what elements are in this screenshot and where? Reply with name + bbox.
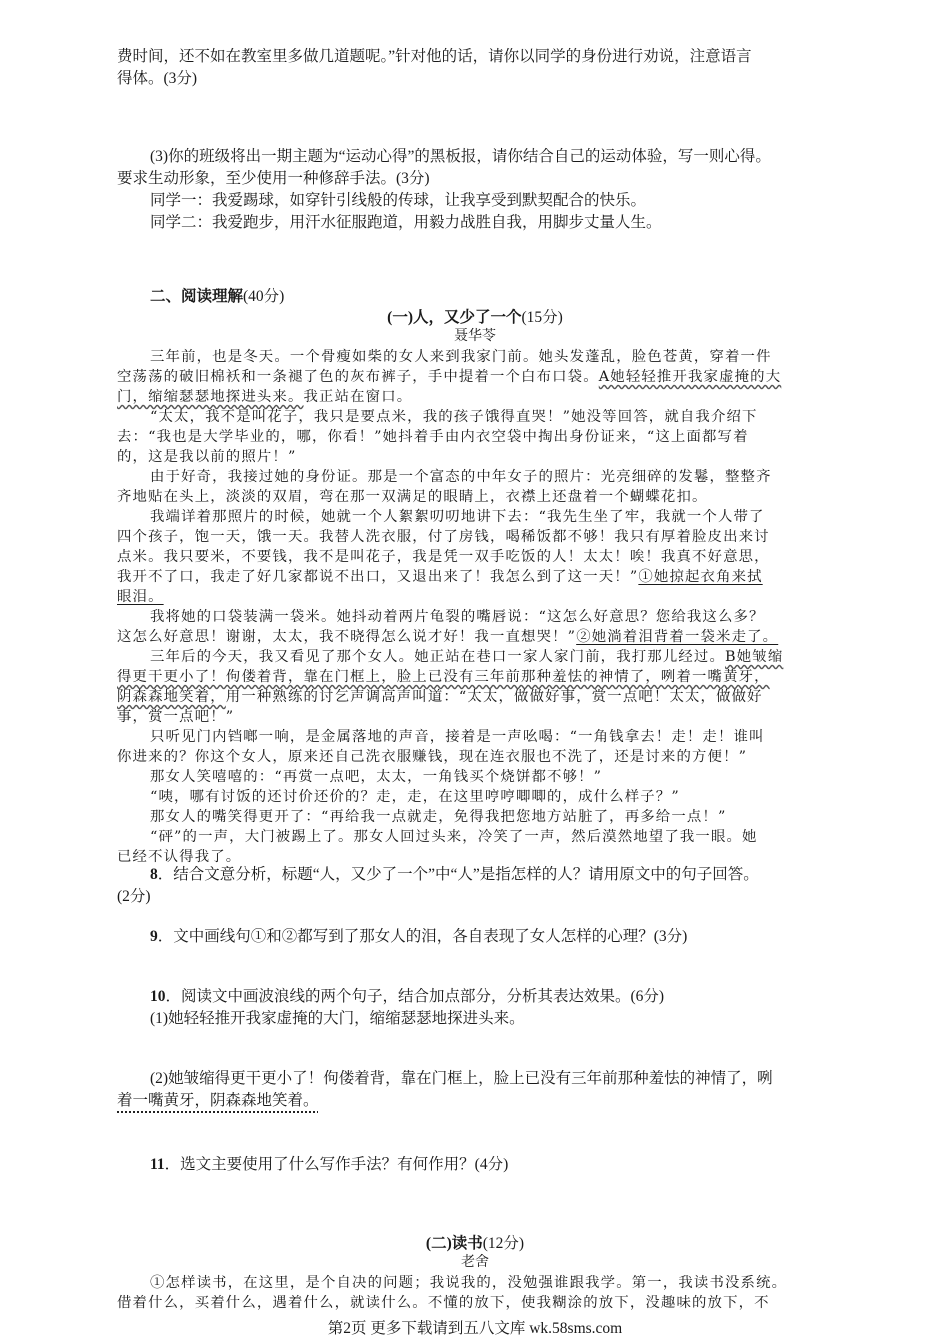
prev-question-line: 得体。(3分) (117, 70, 198, 87)
article-line: “咦，哪有讨饭的还讨价还价的？走，走，在这里哼哼唧唧的，成什么样子？” (150, 789, 680, 805)
article-line: 已经不认得我了。 (117, 849, 242, 865)
underlined-sentence-1: 眼泪。 (117, 589, 164, 605)
wavy-sentence-b: 得更干更小了！佝偻着背，靠在门框上，脸上已没有三年前那种羞怯的神情了，咧着一嘴黄牙， (117, 669, 770, 685)
article-line: “太太，我不是叫花子，我只是要点米，我的孩子饿得直哭！”她没等回答，就自我介绍下 (150, 409, 758, 425)
article-line: 我开不了口，我走了好几家都说不出口，又退出来了！我怎么到了这一天！”①她掠起衣角来拭 (117, 569, 763, 585)
article-line: 四个孩子，饱一天，饿一天。我替人洗衣服，付了房钱，喝稀饭都不够！我只有厚着脸皮出来讨 (117, 529, 770, 545)
article2-author: 老舍 (461, 1255, 489, 1270)
underlined-sentence-1: ①她掠起衣角来拭 (638, 569, 763, 585)
article-line: 你进来的？你这个女人，原来还自己洗衣服赚钱，现在连衣服也不洗了，还是讨来的方便！” (117, 749, 748, 765)
article-line (117, 666, 770, 688)
article-line: 由于好奇，我接过她的身份证。那是一个富态的中年女子的照片：光亮细碎的发鬈，整整齐 (150, 469, 772, 485)
q3-prompt: (3)你的班级将出一期主题为“运动心得”的黑板报，请你结合自己的运动体验，写一则心得。 (150, 148, 771, 165)
article-line: 门，缩缩瑟瑟地探进头来。我正站在窗口。 (117, 389, 413, 405)
article-line: 我将她的口袋装满一袋米。她抖动着两片龟裂的嘴唇说：“这怎么好意思？您给我这么多？ (150, 609, 765, 625)
page-footer: 第2页 更多下载请到五八文库 wk.58sms.com (327, 1320, 623, 1337)
prev-question-line: 费时间，还不如在教室里多做几道题呢。”针对他的话，请你以同学的身份进行劝说，注意语言 (117, 48, 752, 65)
question-10: 10．阅读文中画波浪线的两个句子，结合加点部分，分析其表达效果。(6分) (150, 988, 665, 1005)
article-line: 事，赏一点吧！” (117, 709, 235, 725)
article-line: 齐地贴在头上，淡淡的双眉，弯在那一双满足的眼睛上，衣襟上还盘着一个蝴蝶花扣。 (117, 489, 708, 505)
question-9: 9．文中画线句①和②都写到了那女人的泪，各自表现了女人怎样的心理？(3分) (150, 928, 688, 945)
article-line: 点米。我只要米，不要钱，我不是叫花子，我是凭一双手吃饭的人！太太！唉！我真不好意思， (117, 549, 770, 565)
article-line: 三年后的今天，我又看见了那个女人。她正站在巷口一家人家门前，我打那儿经过。B她皱缩 (150, 649, 784, 665)
article-line: 空荡荡的破旧棉袄和一条褪了色的灰布裤子，手中提着一个白布口袋。A她轻轻推开我家虚掩的大 (117, 369, 782, 385)
article-line: 这怎么好意思！谢谢，太太，我不晓得怎么说才好！我一直想哭！”②她淌着泪背着一袋米走了。 (117, 629, 779, 645)
section-heading: 二、阅读理解(40分) (150, 288, 285, 305)
question-8-score: (2分) (117, 888, 151, 905)
question-10-sub2: (2)她皱缩得更干更小了！佝偻着背，靠在门框上，脸上已没有三年前那种羞怯的神情了，咧 (150, 1070, 773, 1087)
article-line: 那女人笑嘻嘻的：“再赏一点吧，太太，一角钱买个烧饼都不够！” (150, 769, 603, 785)
wavy-sentence-a: A她轻轻推开我家虚掩的大 (598, 369, 782, 385)
q3-example: 同学一：我爱踢球，如穿针引线般的传球，让我享受到默契配合的快乐。 (150, 192, 647, 209)
question-11: 11．选文主要使用了什么写作手法？有何作用？(4分) (150, 1156, 509, 1173)
article-line: 三年前，也是冬天。一个骨瘦如柴的女人来到我家门前。她头发蓬乱，脸色苍黄，穿着一件 (150, 349, 772, 365)
wavy-sentence-a: 门，缩缩瑟瑟地探进头来。 (117, 389, 304, 405)
article-line: ①怎样读书，在这里，是个自决的问题；我说我的，没勉强谁跟我学。第一，我读书没系统。 (150, 1275, 788, 1291)
article-line: 借着什么，买着什么，遇着什么，就读什么。不懂的放下，使我糊涂的放下，没趣味的放下，不 (117, 1295, 770, 1311)
q3-prompt-line2: 要求生动形象，至少使用一种修辞手法。(3分) (117, 170, 430, 187)
article1-title: (一)人，又少了一个(15分) (387, 309, 563, 326)
wavy-sentence-b: B她皱缩 (725, 649, 784, 665)
wavy-sentence-b: 阴森森地笑着， (117, 689, 226, 705)
question-8: 8．结合文意分析，标题“人，又少了一个”中“人”是指怎样的人？请用原文中的句子回答。 (150, 866, 759, 883)
article-line: 去：“我也是大学毕业的，哪，你看！”她抖着手由内衣空袋中掏出身份证来，“这上面都写着 (117, 429, 749, 445)
q3-example: 同学二：我爱跑步，用汗水征服跑道，用毅力战胜自我，用脚步丈量人生。 (150, 214, 662, 231)
article-line: 只听见门内铛啷一响，是金属落地的声音，接着是一声吆喝：“一角钱拿去！走！走！谁叫 (150, 729, 765, 745)
article-line: 那女人的嘴笑得更开了：“再给我一点就走，免得我把您地方站脏了，再多给一点！” (150, 809, 727, 825)
article-line: “砰”的一声，大门被踢上了。那女人回过头来，冷笑了一声，然后漠然地望了我一眼。她 (150, 829, 758, 845)
article-line: 阴森森地笑着，用一种熟练的讨乞声调高声叫道：“太太，做做好事，赏一点吧！太太，做做好 (117, 689, 763, 705)
article-line (117, 586, 164, 608)
question-10-sub1: (1)她轻轻推开我家虚掩的大门，缩缩瑟瑟地探进头来。 (150, 1010, 525, 1027)
question-10-sub2-line2: 着一嘴黄牙，阴森森地笑着。 (117, 1092, 319, 1109)
underlined-sentence-2: ②她淌着泪背着一袋米走了。 (576, 629, 779, 645)
article2-title: (二)读书(12分) (425, 1235, 525, 1252)
article-line: 我端详着那照片的时候，她就一个人絮絮叨叨地讲下去：“我先生坐了牢，我就一个人带了 (150, 509, 765, 525)
article1-author: 聂华苓 (454, 329, 496, 344)
article-line: 的，这是我以前的照片！” (117, 449, 297, 465)
